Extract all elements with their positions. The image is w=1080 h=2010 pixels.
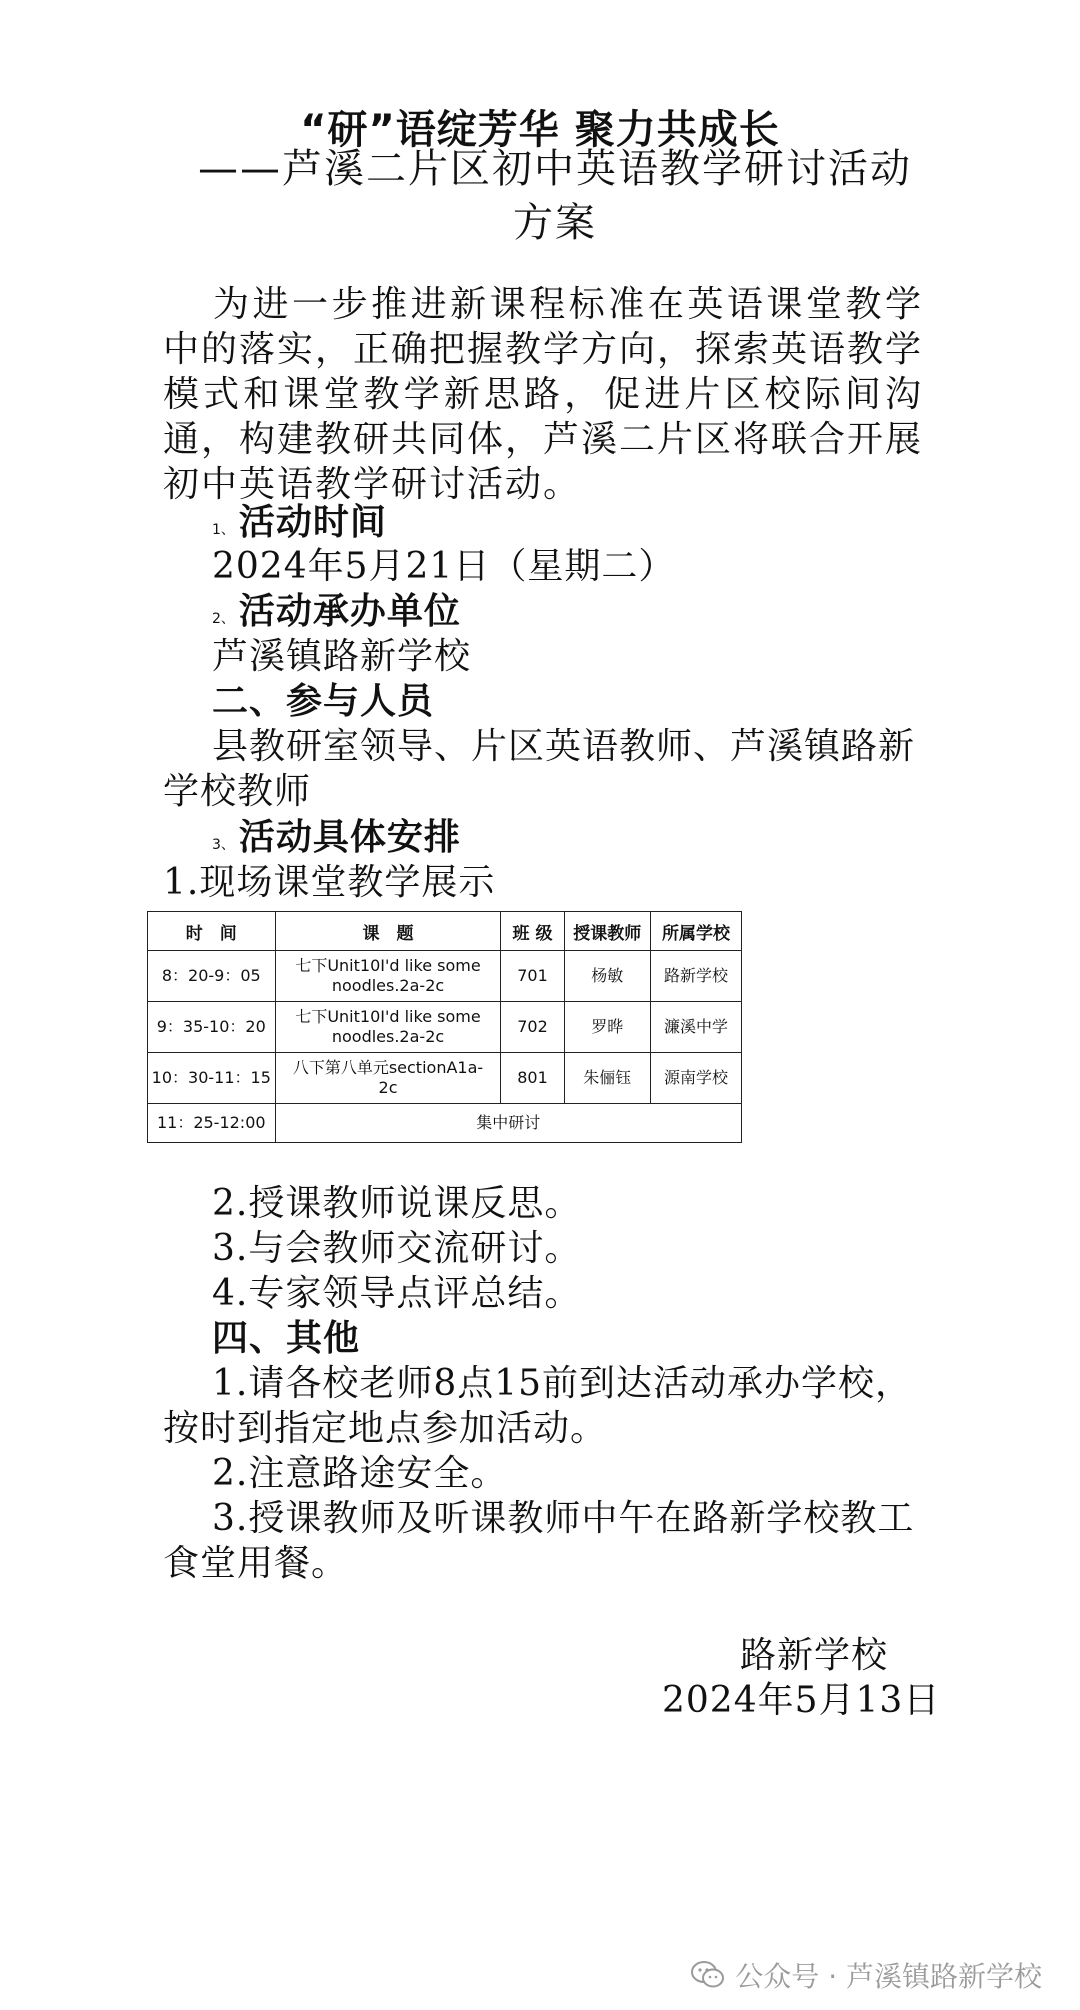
schedule-table [147,911,742,1143]
section-participants-heading: 二、参与人员 [212,681,435,722]
document-title: “研”语绽芳华 聚力共成长 [300,107,780,153]
cell-class: 701 [501,951,564,1002]
schedule-item-1: 1.现场课堂教学展示 [163,862,496,903]
cell-school: 路新学校 [650,951,741,1002]
cell-time: 8：20-9：05 [148,951,276,1002]
section-participants-content: 县教研室领导、片区英语教师、芦溪镇路新学校教师 [163,726,916,812]
cell-time: 9：35-10：20 [148,1002,276,1053]
section-time-content: 2024年5月21日（星期二） [212,546,676,587]
table-row [148,951,742,1002]
schedule-item-2: 2.授课教师说课反思。 [212,1183,582,1224]
cell-time: 11：25-12:00 [148,1104,276,1143]
wechat-icon [691,1961,725,1989]
table-row [148,1053,742,1104]
section-number: 2、 [212,611,235,627]
cell-topic [275,1002,501,1053]
cell-school: 源南学校 [650,1053,741,1104]
cell-teacher: 罗晔 [564,1002,650,1053]
section-other-heading: 四、其他 [212,1318,361,1359]
cell-school: 濂溪中学 [650,1002,741,1053]
topic-line: 八下第八单元sectionA1a- [292,1058,484,1077]
cell-topic [275,1053,501,1104]
header-class: 班 级 [501,912,564,951]
header-topic: 课 题 [275,912,501,951]
table-row [148,1002,742,1053]
section-number: 1、 [212,522,235,538]
cell-class: 702 [501,1002,564,1053]
header-school: 所属学校 [650,912,741,951]
topic-line: 七下Unit10I'd like some [295,1007,481,1026]
cell-time: 10：30-11：15 [148,1053,276,1104]
cell-teacher: 朱俪钰 [564,1053,650,1104]
topic-line: 2c [378,1078,398,1097]
topic-line: noodles.2a-2c [331,1027,445,1046]
topic-line: noodles.2a-2c [331,976,445,995]
schedule-item-3: 3.与会教师交流研讨。 [212,1228,582,1269]
cell-merged-content: 集中研讨 [275,1104,741,1143]
header-teacher: 授课教师 [564,912,650,951]
topic-line: 七下Unit10I'd like some [295,956,481,975]
table-header-row [148,912,742,951]
other-item-3: 3.授课教师及听课教师中午在路新学校教工食堂用餐。 [163,1498,915,1584]
footer-watermark [691,1955,1042,1995]
other-item-1: 1.请各校老师8点15前到达活动承办学校，按时到指定地点参加活动。 [163,1363,913,1449]
cell-teacher: 杨敏 [564,951,650,1002]
section-organizer-content: 芦溪镇路新学校 [212,636,472,677]
section-title: 活动具体安排 [238,817,461,858]
section-title: 活动承办单位 [238,591,461,632]
section-number: 3、 [212,837,235,853]
other-item-2: 2.注意路途安全。 [212,1453,508,1494]
header-time: 时 间 [148,912,276,951]
document-subtitle: ——芦溪二片区初中英语教学研讨活动方案 [198,146,912,246]
cell-topic [275,951,501,1002]
section-title: 活动时间 [238,502,387,543]
intro-paragraph: 为进一步推进新课程标准在英语课堂教学中的落实，正确把握教学方向，探索英语教学模式和课堂教学新思路，促进片区校际间沟通，构建教研共同体，芦溪二片区将联合开展初中英语教学研讨活动。 [163,284,924,505]
footer-text: 公众号 · 芦溪镇路新学校 [735,1960,1042,1993]
schedule-item-4: 4.专家领导点评总结。 [212,1273,582,1314]
signature-date: 2024年5月13日 [662,1680,941,1721]
table-row [148,1104,742,1143]
cell-class: 801 [501,1053,564,1104]
signature-org: 路新学校 [740,1635,889,1676]
